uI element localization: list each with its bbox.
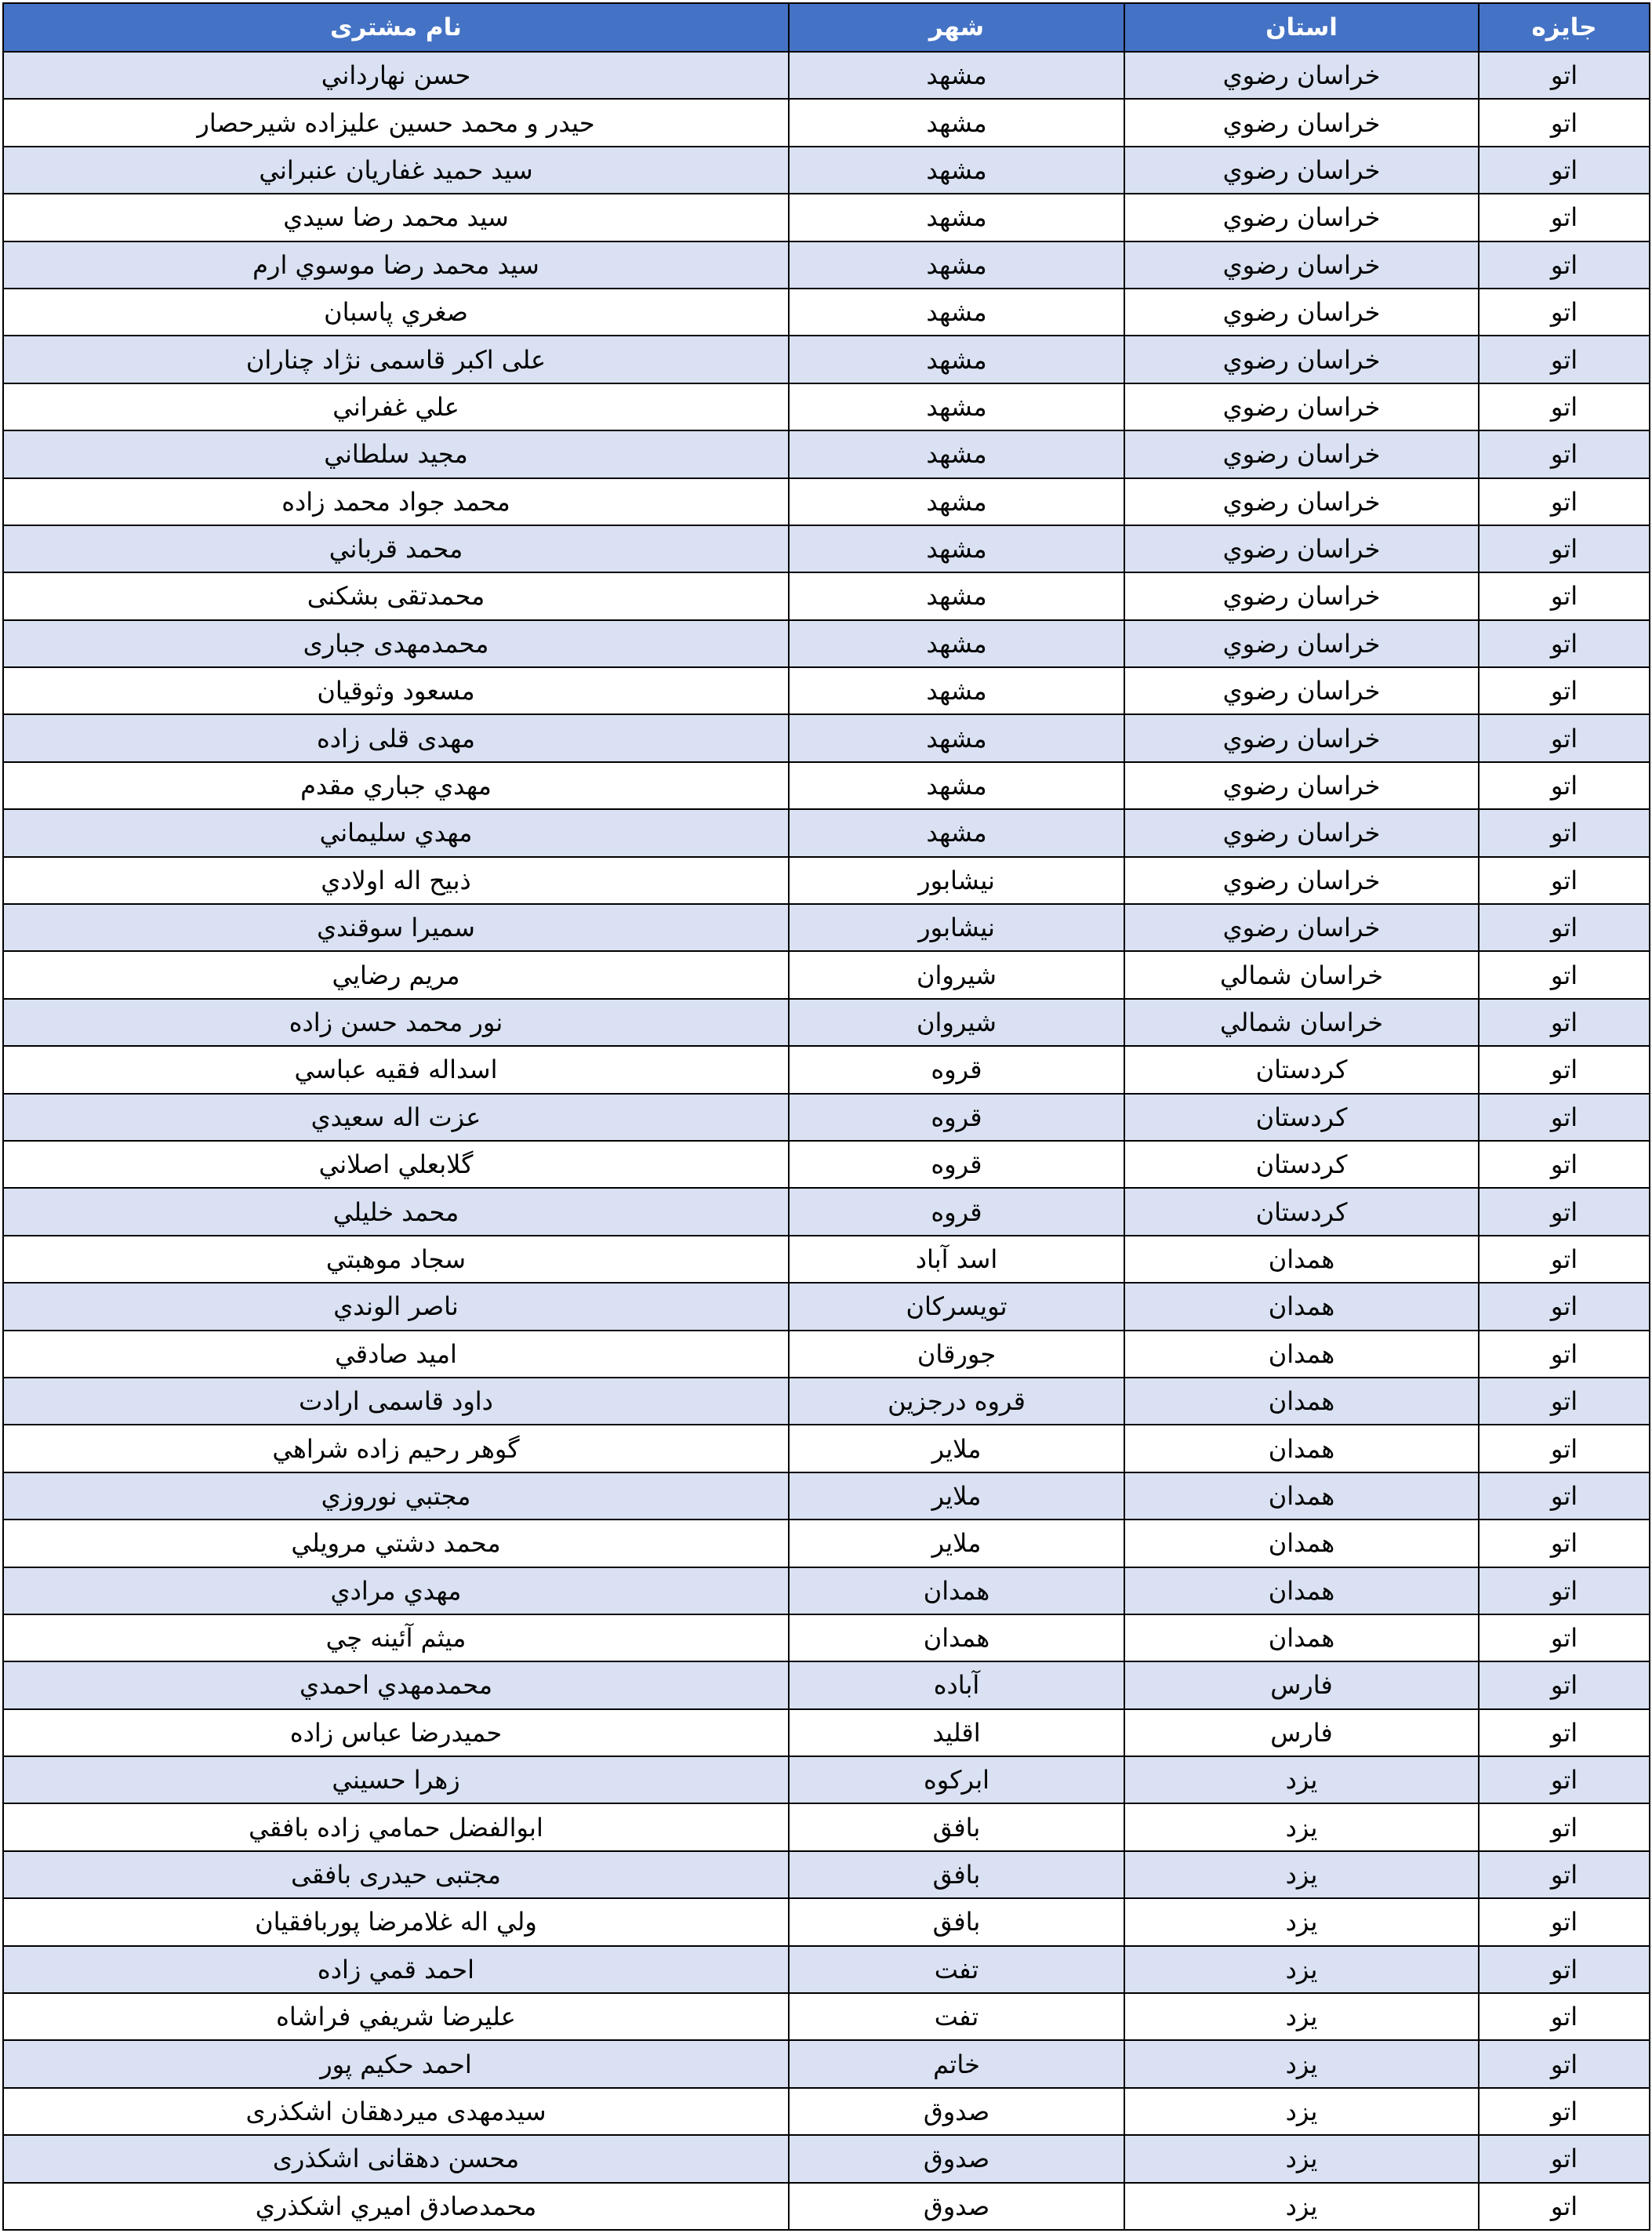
cell-prize: اتو — [1479, 857, 1650, 904]
cell-city: مشهد — [789, 809, 1124, 856]
cell-prize: اتو — [1479, 1756, 1650, 1803]
table-row — [3, 2183, 1650, 2230]
table-row — [3, 147, 1650, 194]
cell-customer: محمدمهدی جباری — [3, 620, 789, 667]
cell-prize: اتو — [1479, 904, 1650, 951]
table-row — [3, 620, 1650, 667]
cell-city: نيشابور — [789, 904, 1124, 951]
cell-prize: اتو — [1479, 1567, 1650, 1614]
table-row — [3, 1472, 1650, 1520]
cell-customer: عزت اله سعيدي — [3, 1094, 789, 1141]
table-row — [3, 1046, 1650, 1093]
cell-city: قروه درجزين — [789, 1378, 1124, 1425]
cell-province: خراسان رضوي — [1124, 383, 1479, 430]
cell-province: همدان — [1124, 1283, 1479, 1330]
cell-city: اقليد — [789, 1709, 1124, 1756]
cell-prize: اتو — [1479, 1709, 1650, 1756]
cell-customer: سميرا سوقندي — [3, 904, 789, 951]
cell-city: صدوق — [789, 2183, 1124, 2230]
cell-province: خراسان رضوي — [1124, 809, 1479, 856]
cell-city: جورقان — [789, 1331, 1124, 1378]
cell-prize: اتو — [1479, 1472, 1650, 1520]
cell-city: آباده — [789, 1661, 1124, 1708]
cell-customer: محمد جواد محمد زاده — [3, 478, 789, 525]
cell-province: فارس — [1124, 1709, 1479, 1756]
table-row — [3, 1520, 1650, 1567]
cell-customer: ذبيح اله اولادي — [3, 857, 789, 904]
table-row — [3, 478, 1650, 525]
cell-province: همدان — [1124, 1472, 1479, 1520]
cell-prize: اتو — [1479, 620, 1650, 667]
table-row — [3, 525, 1650, 572]
table-row — [3, 1283, 1650, 1330]
cell-province: همدان — [1124, 1567, 1479, 1614]
cell-prize: اتو — [1479, 147, 1650, 194]
table-row — [3, 1946, 1650, 1993]
cell-province: خراسان رضوي — [1124, 478, 1479, 525]
table-row — [3, 999, 1650, 1046]
cell-province: خراسان رضوي — [1124, 289, 1479, 336]
cell-province: همدان — [1124, 1614, 1479, 1661]
table-row — [3, 1898, 1650, 1945]
table-row — [3, 1661, 1650, 1708]
cell-prize: اتو — [1479, 1614, 1650, 1661]
cell-prize: اتو — [1479, 809, 1650, 856]
table-row — [3, 1756, 1650, 1803]
cell-customer: گلابعلي اصلاني — [3, 1141, 789, 1188]
cell-province: کردستان — [1124, 1188, 1479, 1235]
cell-province: همدان — [1124, 1236, 1479, 1283]
header-province: استان — [1124, 3, 1479, 52]
cell-prize: اتو — [1479, 1851, 1650, 1898]
cell-customer: حيدر و محمد حسين عليزاده شيرحصار — [3, 99, 789, 146]
cell-prize: اتو — [1479, 1425, 1650, 1472]
table-row — [3, 857, 1650, 904]
cell-city: مشهد — [789, 194, 1124, 241]
cell-prize: اتو — [1479, 762, 1650, 809]
cell-customer: ابوالفضل حمامي زاده بافقي — [3, 1803, 789, 1850]
cell-customer: محمد خليلي — [3, 1188, 789, 1235]
cell-city: مشهد — [789, 572, 1124, 619]
cell-city: اسد آباد — [789, 1236, 1124, 1283]
cell-city: شيروان — [789, 999, 1124, 1046]
cell-prize: اتو — [1479, 2135, 1650, 2182]
cell-city: مشهد — [789, 289, 1124, 336]
cell-prize: اتو — [1479, 478, 1650, 525]
table-row — [3, 762, 1650, 809]
cell-customer: محمدمهدي احمدي — [3, 1661, 789, 1708]
cell-customer: محسن دهقانی اشکذری — [3, 2135, 789, 2182]
table-row — [3, 904, 1650, 951]
cell-prize: اتو — [1479, 2088, 1650, 2135]
table-row — [3, 383, 1650, 430]
cell-province: همدان — [1124, 1331, 1479, 1378]
cell-customer: سجاد موهبتي — [3, 1236, 789, 1283]
cell-city: مشهد — [789, 383, 1124, 430]
cell-customer: صغري پاسبان — [3, 289, 789, 336]
table-row — [3, 2135, 1650, 2182]
cell-customer: مهدي مرادي — [3, 1567, 789, 1614]
cell-prize: اتو — [1479, 1520, 1650, 1567]
cell-customer: احمد حکيم پور — [3, 2040, 789, 2087]
cell-province: کردستان — [1124, 1046, 1479, 1093]
winners-table — [2, 2, 1650, 2231]
cell-prize: اتو — [1479, 525, 1650, 572]
table-row — [3, 714, 1650, 761]
cell-prize: اتو — [1479, 1094, 1650, 1141]
table-row — [3, 99, 1650, 146]
header-row — [3, 3, 1650, 52]
cell-prize: اتو — [1479, 999, 1650, 1046]
cell-city: مشهد — [789, 714, 1124, 761]
cell-province: يزد — [1124, 1946, 1479, 1993]
cell-city: قروه — [789, 1094, 1124, 1141]
table-body — [3, 52, 1650, 2230]
cell-province: خراسان رضوي — [1124, 336, 1479, 383]
cell-city: بافق — [789, 1803, 1124, 1850]
table-row — [3, 1188, 1650, 1235]
cell-province: خراسان رضوي — [1124, 525, 1479, 572]
cell-city: شيروان — [789, 951, 1124, 998]
table-row — [3, 1094, 1650, 1141]
cell-province: خراسان رضوي — [1124, 99, 1479, 146]
table-row — [3, 1331, 1650, 1378]
cell-province: خراسان رضوي — [1124, 904, 1479, 951]
table-row — [3, 430, 1650, 477]
cell-province: خراسان رضوي — [1124, 572, 1479, 619]
table-row — [3, 951, 1650, 998]
cell-customer: مسعود وثوقيان — [3, 667, 789, 714]
cell-city: قروه — [789, 1188, 1124, 1235]
cell-province: همدان — [1124, 1425, 1479, 1472]
cell-city: صدوق — [789, 2088, 1124, 2135]
cell-province: خراسان رضوي — [1124, 667, 1479, 714]
cell-city: مشهد — [789, 762, 1124, 809]
cell-customer: ولي اله غلامرضا پوربافقيان — [3, 1898, 789, 1945]
cell-customer: اسداله فقيه عباسي — [3, 1046, 789, 1093]
table-row — [3, 194, 1650, 241]
cell-province: خراسان رضوي — [1124, 194, 1479, 241]
cell-customer: محمدتقی بشکنی — [3, 572, 789, 619]
cell-province: يزد — [1124, 2135, 1479, 2182]
cell-province: خراسان رضوي — [1124, 147, 1479, 194]
cell-city: نيشابور — [789, 857, 1124, 904]
table-row — [3, 1236, 1650, 1283]
cell-prize: اتو — [1479, 194, 1650, 241]
cell-province: فارس — [1124, 1661, 1479, 1708]
cell-prize: اتو — [1479, 572, 1650, 619]
table-row — [3, 1141, 1650, 1188]
cell-city: مشهد — [789, 620, 1124, 667]
cell-city: مشهد — [789, 147, 1124, 194]
table-row — [3, 1709, 1650, 1756]
cell-province: خراسان رضوي — [1124, 430, 1479, 477]
cell-prize: اتو — [1479, 1803, 1650, 1850]
cell-customer: زهرا حسيني — [3, 1756, 789, 1803]
cell-city: ابرکوه — [789, 1756, 1124, 1803]
cell-province: يزد — [1124, 1851, 1479, 1898]
cell-prize: اتو — [1479, 1046, 1650, 1093]
cell-prize: اتو — [1479, 289, 1650, 336]
cell-customer: علی اکبر قاسمی نژاد چناران — [3, 336, 789, 383]
cell-customer: سيد محمد رضا موسوي ارم — [3, 241, 789, 289]
table-row — [3, 52, 1650, 99]
table-row — [3, 1425, 1650, 1472]
cell-customer: اميد صادقي — [3, 1331, 789, 1378]
cell-prize: اتو — [1479, 1946, 1650, 1993]
header-customer: نام مشتری — [3, 3, 789, 52]
cell-customer: نور محمد حسن زاده — [3, 999, 789, 1046]
cell-customer: محمد قرباني — [3, 525, 789, 572]
table-row — [3, 1993, 1650, 2040]
cell-customer: سيدمهدی ميردهقان اشکذری — [3, 2088, 789, 2135]
cell-prize: اتو — [1479, 1993, 1650, 2040]
cell-prize: اتو — [1479, 336, 1650, 383]
cell-prize: اتو — [1479, 1898, 1650, 1945]
cell-customer: ميثم آئينه چي — [3, 1614, 789, 1661]
table-row — [3, 336, 1650, 383]
cell-prize: اتو — [1479, 1141, 1650, 1188]
cell-province: يزد — [1124, 2088, 1479, 2135]
cell-prize: اتو — [1479, 1378, 1650, 1425]
cell-prize: اتو — [1479, 99, 1650, 146]
cell-province: يزد — [1124, 2040, 1479, 2087]
cell-province: يزد — [1124, 1803, 1479, 1850]
table-row — [3, 2088, 1650, 2135]
cell-province: خراسان رضوي — [1124, 857, 1479, 904]
cell-province: خراسان رضوي — [1124, 52, 1479, 99]
cell-city: تويسرکان — [789, 1283, 1124, 1330]
cell-customer: سيد حميد غفاريان عنبراني — [3, 147, 789, 194]
table-row — [3, 1614, 1650, 1661]
cell-province: خراسان رضوي — [1124, 714, 1479, 761]
cell-city: مشهد — [789, 99, 1124, 146]
cell-prize: اتو — [1479, 1188, 1650, 1235]
cell-prize: اتو — [1479, 1331, 1650, 1378]
table-row — [3, 1803, 1650, 1850]
cell-customer: مهدی قلی زاده — [3, 714, 789, 761]
table-row — [3, 1378, 1650, 1425]
cell-customer: عليرضا شريفي فراشاه — [3, 1993, 789, 2040]
cell-prize: اتو — [1479, 1236, 1650, 1283]
table-row — [3, 1567, 1650, 1614]
cell-city: مشهد — [789, 241, 1124, 289]
cell-customer: محمد دشتي مرويلي — [3, 1520, 789, 1567]
cell-customer: مهدي جباري مقدم — [3, 762, 789, 809]
cell-customer: داود قاسمی ارادت — [3, 1378, 789, 1425]
cell-customer: مجتبي نوروزي — [3, 1472, 789, 1520]
cell-prize: اتو — [1479, 1661, 1650, 1708]
cell-customer: حسن نهارداني — [3, 52, 789, 99]
cell-customer: محمدصادق اميري اشكذري — [3, 2183, 789, 2230]
cell-city: تفت — [789, 1993, 1124, 2040]
cell-prize: اتو — [1479, 383, 1650, 430]
table-row — [3, 289, 1650, 336]
cell-city: همدان — [789, 1567, 1124, 1614]
table-row — [3, 572, 1650, 619]
cell-prize: اتو — [1479, 1283, 1650, 1330]
cell-city: قروه — [789, 1046, 1124, 1093]
cell-city: ملاير — [789, 1425, 1124, 1472]
cell-customer: گوهر رحيم زاده شراهي — [3, 1425, 789, 1472]
cell-city: مشهد — [789, 430, 1124, 477]
cell-customer: علي غفراني — [3, 383, 789, 430]
cell-province: همدان — [1124, 1520, 1479, 1567]
table-row — [3, 667, 1650, 714]
cell-city: صدوق — [789, 2135, 1124, 2182]
cell-prize: اتو — [1479, 2183, 1650, 2230]
cell-province: خراسان شمالي — [1124, 999, 1479, 1046]
cell-city: همدان — [789, 1614, 1124, 1661]
table-row — [3, 809, 1650, 856]
cell-city: بافق — [789, 1898, 1124, 1945]
cell-customer: سيد محمد رضا سيدي — [3, 194, 789, 241]
cell-city: قروه — [789, 1141, 1124, 1188]
cell-city: ملاير — [789, 1472, 1124, 1520]
table-row — [3, 2040, 1650, 2087]
cell-customer: مهدي سليماني — [3, 809, 789, 856]
cell-prize: اتو — [1479, 430, 1650, 477]
cell-city: مشهد — [789, 52, 1124, 99]
cell-customer: حميدرضا عباس زاده — [3, 1709, 789, 1756]
cell-province: همدان — [1124, 1378, 1479, 1425]
cell-province: يزد — [1124, 1756, 1479, 1803]
cell-city: بافق — [789, 1851, 1124, 1898]
cell-province: کردستان — [1124, 1094, 1479, 1141]
cell-prize: اتو — [1479, 714, 1650, 761]
cell-city: مشهد — [789, 478, 1124, 525]
cell-province: خراسان رضوي — [1124, 762, 1479, 809]
cell-province: خراسان رضوي — [1124, 620, 1479, 667]
cell-city: تفت — [789, 1946, 1124, 1993]
cell-province: کردستان — [1124, 1141, 1479, 1188]
table-row — [3, 1851, 1650, 1898]
table-row — [3, 241, 1650, 289]
cell-prize: اتو — [1479, 2040, 1650, 2087]
header-city: شهر — [789, 3, 1124, 52]
header-prize: جایزه — [1479, 3, 1650, 52]
cell-prize: اتو — [1479, 241, 1650, 289]
cell-province: خراسان شمالي — [1124, 951, 1479, 998]
cell-city: مشهد — [789, 525, 1124, 572]
cell-city: ملاير — [789, 1520, 1124, 1567]
cell-province: يزد — [1124, 1993, 1479, 2040]
cell-city: خاتم — [789, 2040, 1124, 2087]
cell-prize: اتو — [1479, 667, 1650, 714]
cell-customer: مجيد سلطاني — [3, 430, 789, 477]
cell-province: يزد — [1124, 1898, 1479, 1945]
cell-province: يزد — [1124, 2183, 1479, 2230]
cell-prize: اتو — [1479, 951, 1650, 998]
cell-customer: احمد قمي زاده — [3, 1946, 789, 1993]
cell-city: مشهد — [789, 667, 1124, 714]
cell-customer: مريم رضايي — [3, 951, 789, 998]
cell-province: خراسان رضوي — [1124, 241, 1479, 289]
cell-prize: اتو — [1479, 52, 1650, 99]
cell-customer: مجتبی حيدری بافقی — [3, 1851, 789, 1898]
cell-city: مشهد — [789, 336, 1124, 383]
cell-customer: ناصر الوندي — [3, 1283, 789, 1330]
